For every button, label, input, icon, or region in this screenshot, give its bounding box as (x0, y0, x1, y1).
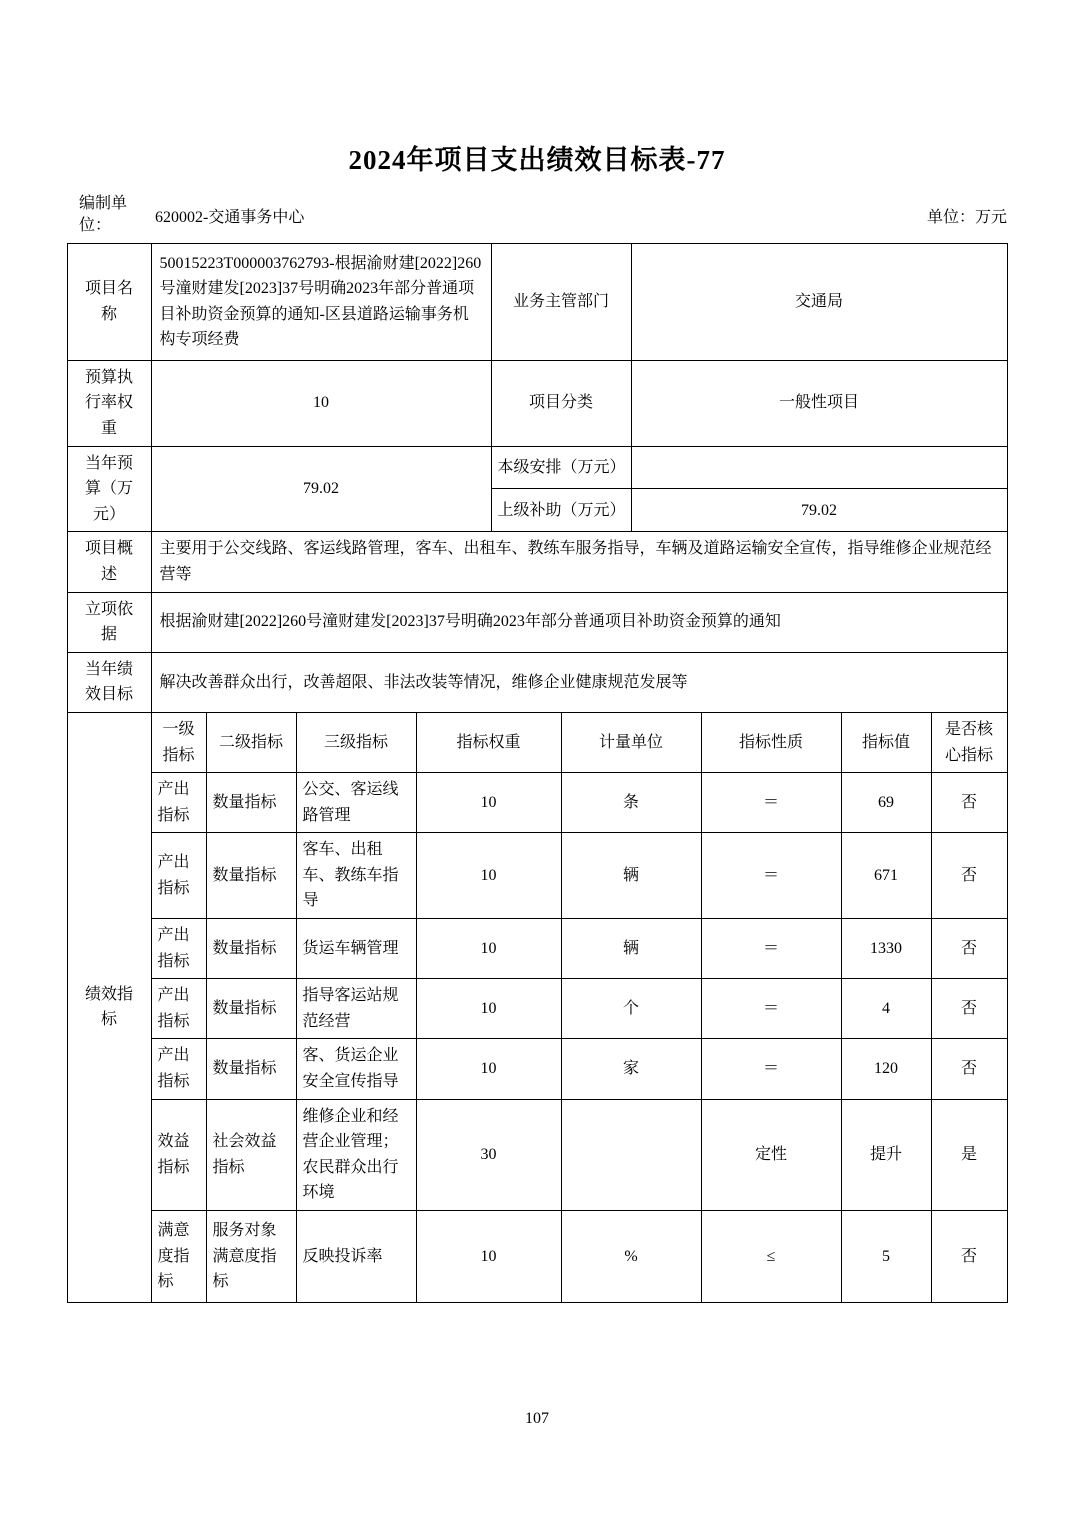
page-number: 107 (525, 1410, 549, 1427)
superior-subsidy-label: 上级补助（万元） (491, 489, 631, 532)
indicator-cell: 10 (416, 1211, 561, 1303)
indicator-cell: 69 (841, 773, 931, 833)
indicator-cell: 客车、出租车、教练车指导 (296, 833, 416, 919)
header-level2: 二级指标 (206, 712, 296, 772)
indicator-cell: 条 (561, 773, 701, 833)
indicator-cell: 671 (841, 833, 931, 919)
indicator-cell: ＝ (701, 919, 841, 979)
indicator-cell: 否 (931, 1211, 1007, 1303)
dept-value: 交通局 (631, 243, 1007, 360)
indicator-cell: 5 (841, 1211, 931, 1303)
indicator-cell: 客、货运企业安全宣传指导 (296, 1039, 416, 1099)
header-core: 是否核心指标 (931, 712, 1007, 772)
budget-rate-label: 预算执行率权重 (67, 360, 151, 446)
category-value: 一般性项目 (631, 360, 1007, 446)
basis-label: 立项依据 (67, 592, 151, 652)
indicator-row (67, 833, 1007, 919)
indicator-cell: 产出指标 (151, 773, 206, 833)
indicator-cell: 公交、客运线路管理 (296, 773, 416, 833)
indicator-cell: 4 (841, 979, 931, 1039)
indicator-cell: 10 (416, 979, 561, 1039)
indicator-cell: 30 (416, 1099, 561, 1210)
indicator-cell: ≤ (701, 1211, 841, 1303)
dept-label: 业务主管部门 (491, 243, 631, 360)
indicator-cell: 否 (931, 1039, 1007, 1099)
header-weight: 指标权重 (416, 712, 561, 772)
indicator-cell: 个 (561, 979, 701, 1039)
header-level1: 一级指标 (151, 712, 206, 772)
indicator-cell: 数量指标 (206, 919, 296, 979)
indicator-cell: 数量指标 (206, 979, 296, 1039)
indicator-cell: 家 (561, 1039, 701, 1099)
overview-value: 主要用于公交线路、客运线路管理，客车、出租车、教练车服务指导，车辆及道路运输安全宣传，指导维修企业规范经营等 (151, 532, 1007, 592)
indicator-cell: ＝ (701, 833, 841, 919)
unit-label: 编制单位： (79, 195, 128, 235)
annual-budget-value: 79.02 (151, 446, 491, 532)
indicator-table (67, 712, 1008, 1303)
indicator-cell: ＝ (701, 979, 841, 1039)
indicator-header-row (67, 712, 1007, 772)
basis-row (67, 592, 1007, 652)
indicator-cell: 效益指标 (151, 1099, 206, 1210)
goal-row (67, 652, 1007, 712)
local-arrangement-label: 本级安排（万元） (491, 446, 631, 489)
indicator-row (67, 979, 1007, 1039)
indicator-cell: 否 (931, 773, 1007, 833)
indicator-row (67, 1039, 1007, 1099)
indicator-row (67, 919, 1007, 979)
indicator-row (67, 1211, 1007, 1303)
superior-subsidy-value: 79.02 (631, 489, 1007, 532)
annual-budget-row-1 (67, 446, 1007, 489)
budget-rate-row (67, 360, 1007, 446)
indicator-cell: 数量指标 (206, 1039, 296, 1099)
header-value: 指标值 (841, 712, 931, 772)
indicator-cell: 指导客运站规范经营 (296, 979, 416, 1039)
indicator-cell: 社会效益指标 (206, 1099, 296, 1210)
project-name-label: 项目名称 (67, 243, 151, 360)
unit-value: 620002-交通事务中心 (155, 208, 305, 226)
indicator-cell: 10 (416, 1039, 561, 1099)
local-arrangement-value (631, 446, 1007, 489)
indicator-cell: 产出指标 (151, 979, 206, 1039)
indicator-row (67, 773, 1007, 833)
indicator-cell: 提升 (841, 1099, 931, 1210)
indicator-cell: 1330 (841, 919, 931, 979)
indicator-cell: % (561, 1211, 701, 1303)
indicator-cell: 产出指标 (151, 1039, 206, 1099)
project-name-row (67, 243, 1007, 360)
header-nature: 指标性质 (701, 712, 841, 772)
indicator-cell (561, 1099, 701, 1210)
indicator-cell: 反映投诉率 (296, 1211, 416, 1303)
header-level3: 三级指标 (296, 712, 416, 772)
indicator-cell: 辆 (561, 919, 701, 979)
indicator-cell: 是 (931, 1099, 1007, 1210)
indicator-cell: 辆 (561, 833, 701, 919)
indicator-cell: 满意度指标 (151, 1211, 206, 1303)
overview-row (67, 532, 1007, 592)
indicator-cell: 10 (416, 773, 561, 833)
category-label: 项目分类 (491, 360, 631, 446)
project-name-value: 50015223T000003762793-根据渝财建[2022]260号潼财建发[2023]37号明确2023年部分普通项目补助资金预算的通知-区县道路运输事务机构专项经费 (151, 243, 491, 360)
overview-label: 项目概述 (67, 532, 151, 592)
indicator-cell: 否 (931, 833, 1007, 919)
budget-rate-value: 10 (151, 360, 491, 446)
indicator-cell: 120 (841, 1039, 931, 1099)
indicator-cell: 产出指标 (151, 919, 206, 979)
page-title: 2024年项目支出绩效目标表-77 (348, 145, 726, 175)
currency-label: 单位：万元 (926, 208, 1007, 226)
header-row (67, 193, 1007, 238)
indicator-cell: 否 (931, 979, 1007, 1039)
header-unit: 计量单位 (561, 712, 701, 772)
indicator-cell: 定性 (701, 1099, 841, 1210)
indicator-cell: 数量指标 (206, 773, 296, 833)
basis-value: 根据渝财建[2022]260号潼财建发[2023]37号明确2023年部分普通项目补助资金预算的通知 (151, 592, 1007, 652)
indicator-cell: 产出指标 (151, 833, 206, 919)
indicator-row (67, 1099, 1007, 1210)
indicators-section-label: 绩效指标 (67, 712, 151, 1302)
indicator-cell: 否 (931, 919, 1007, 979)
indicator-cell: 维修企业和经营企业管理；农民群众出行环境 (296, 1099, 416, 1210)
indicator-cell: ＝ (701, 773, 841, 833)
indicator-cell: 货运车辆管理 (296, 919, 416, 979)
indicator-cell: 10 (416, 919, 561, 979)
goal-label: 当年绩效目标 (67, 652, 151, 712)
indicator-cell: 数量指标 (206, 833, 296, 919)
indicator-cell: 10 (416, 833, 561, 919)
indicator-cell: ＝ (701, 1039, 841, 1099)
annual-budget-label: 当年预算（万元） (67, 446, 151, 532)
goal-value: 解决改善群众出行，改善超限、非法改装等情况，维修企业健康规范发展等 (151, 652, 1007, 712)
info-table (67, 243, 1008, 713)
indicator-cell: 服务对象满意度指标 (206, 1211, 296, 1303)
